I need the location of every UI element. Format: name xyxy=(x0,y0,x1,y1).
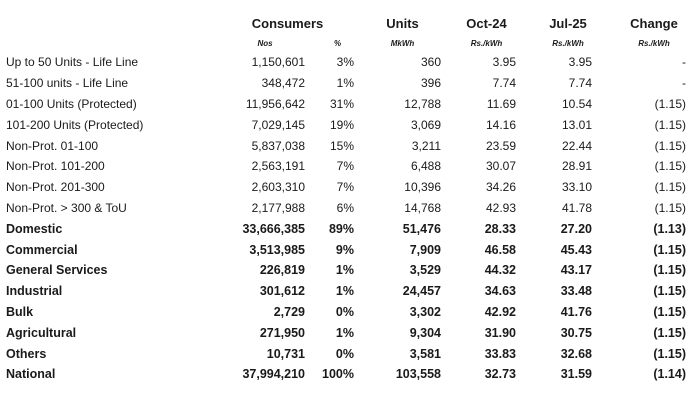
cell-units: 3,302 xyxy=(409,304,441,319)
cell-oct-rate: 34.26 xyxy=(485,180,516,195)
cell-oct-rate: 11.69 xyxy=(486,96,516,111)
row-label: Bulk xyxy=(6,304,34,319)
cell-consumers: 37,994,210 xyxy=(242,367,305,382)
cell-units: 3,529 xyxy=(409,263,441,278)
cell-consumers: 10,731 xyxy=(266,346,305,361)
table-row xyxy=(0,156,700,177)
table-row xyxy=(0,260,700,281)
table-row xyxy=(0,302,700,323)
header-blank xyxy=(0,12,215,34)
header-consumers: Consumers xyxy=(251,15,324,31)
cell-consumers: 1,150,601 xyxy=(251,55,305,70)
subheader-units: MkWh xyxy=(390,38,415,48)
subheader-change: Rs./kWh xyxy=(638,38,670,48)
header-row xyxy=(0,12,700,34)
cell-change: (1.15) xyxy=(654,117,686,132)
table-row xyxy=(0,343,700,364)
cell-jul-rate: 41.78 xyxy=(561,200,592,215)
cell-percent: 100% xyxy=(322,367,354,382)
cell-units: 360 xyxy=(420,55,441,70)
cell-change: (1.15) xyxy=(654,96,686,111)
cell-units: 14,768 xyxy=(404,200,441,215)
header-change: Change xyxy=(630,15,678,31)
row-label: Agricultural xyxy=(6,325,77,340)
cell-change: - xyxy=(682,76,686,91)
table-row xyxy=(0,218,700,239)
cell-jul-rate: 31.59 xyxy=(560,367,592,382)
cell-jul-rate: 43.17 xyxy=(560,263,592,278)
cell-units: 3,069 xyxy=(410,117,441,132)
table-row xyxy=(0,198,700,219)
cell-percent: 1% xyxy=(336,76,354,91)
subheader-jul: Rs./kWh xyxy=(552,38,584,48)
cell-percent: 19% xyxy=(329,117,354,132)
cell-oct-rate: 7.74 xyxy=(492,76,516,91)
cell-oct-rate: 46.58 xyxy=(484,242,516,257)
cell-consumers: 2,729 xyxy=(273,304,305,319)
cell-change: (1.13) xyxy=(653,221,686,236)
cell-consumers: 33,666,385 xyxy=(242,221,305,236)
row-label: 101-200 Units (Protected) xyxy=(6,117,144,132)
cell-units: 10,396 xyxy=(404,180,441,195)
cell-units: 24,457 xyxy=(402,284,441,299)
header-units: Units xyxy=(386,15,419,31)
table-row xyxy=(0,322,700,343)
cell-jul-rate: 41.76 xyxy=(560,304,592,319)
subheader-blank xyxy=(0,34,215,52)
table-row xyxy=(0,135,700,156)
cell-change: (1.15) xyxy=(654,138,686,153)
cell-percent: 9% xyxy=(335,242,354,257)
cell-units: 7,909 xyxy=(409,242,441,257)
cell-change: (1.15) xyxy=(653,325,686,340)
table-row xyxy=(0,281,700,302)
cell-jul-rate: 33.10 xyxy=(561,180,592,195)
cell-oct-rate: 32.73 xyxy=(484,367,516,382)
cell-consumers: 7,029,145 xyxy=(251,117,305,132)
row-label: Domestic xyxy=(6,221,63,236)
cell-oct-rate: 44.32 xyxy=(484,263,516,278)
cell-jul-rate: 7.74 xyxy=(568,76,592,91)
row-label: 51-100 units - Life Line xyxy=(6,76,129,91)
cell-percent: 0% xyxy=(335,304,354,319)
cell-jul-rate: 3.95 xyxy=(568,55,592,70)
cell-oct-rate: 30.07 xyxy=(485,159,516,174)
cell-consumers: 3,513,985 xyxy=(249,242,305,257)
cell-units: 9,304 xyxy=(409,325,441,340)
row-label: Non-Prot. 101-200 xyxy=(6,159,105,174)
cell-change: (1.15) xyxy=(653,242,686,257)
cell-consumers: 271,950 xyxy=(259,325,305,340)
cell-oct-rate: 31.90 xyxy=(484,325,516,340)
table-row xyxy=(0,52,700,73)
tariff-table xyxy=(0,12,700,385)
cell-percent: 89% xyxy=(328,221,354,236)
cell-units: 103,558 xyxy=(395,367,441,382)
cell-oct-rate: 28.33 xyxy=(484,221,516,236)
cell-oct-rate: 3.95 xyxy=(492,55,516,70)
row-label: General Services xyxy=(6,263,108,278)
cell-units: 3,581 xyxy=(409,346,441,361)
cell-change: - xyxy=(682,55,686,70)
table-body xyxy=(0,52,700,385)
cell-change: (1.15) xyxy=(654,200,686,215)
subheader-oct: Rs./kWh xyxy=(470,38,503,48)
table-row xyxy=(0,239,700,260)
cell-change: (1.15) xyxy=(653,284,686,299)
cell-change: (1.15) xyxy=(653,304,686,319)
row-label: Commercial xyxy=(6,242,78,257)
cell-jul-rate: 27.20 xyxy=(560,221,592,236)
cell-consumers: 5,837,038 xyxy=(251,138,305,153)
cell-percent: 31% xyxy=(329,96,354,111)
row-label: Up to 50 Units - Life Line xyxy=(6,55,139,70)
subheader-pct: % xyxy=(333,38,342,48)
cell-units: 3,211 xyxy=(411,138,441,153)
row-label: Non-Prot. 201-300 xyxy=(6,180,105,195)
cell-jul-rate: 33.48 xyxy=(560,284,592,299)
cell-jul-rate: 32.68 xyxy=(560,346,592,361)
cell-oct-rate: 42.93 xyxy=(485,200,516,215)
row-label: Non-Prot. 01-100 xyxy=(6,138,99,153)
cell-percent: 1% xyxy=(335,284,354,299)
cell-jul-rate: 28.91 xyxy=(561,159,592,174)
table-row xyxy=(0,73,700,94)
subheader-row xyxy=(0,34,700,52)
subheader-nos: Nos xyxy=(257,38,273,48)
cell-units: 396 xyxy=(420,76,441,91)
cell-oct-rate: 33.83 xyxy=(484,346,516,361)
cell-percent: 0% xyxy=(335,346,354,361)
cell-jul-rate: 30.75 xyxy=(560,325,592,340)
cell-percent: 1% xyxy=(335,263,354,278)
cell-change: (1.15) xyxy=(654,159,686,174)
row-label: 01-100 Units (Protected) xyxy=(6,96,137,111)
cell-consumers: 226,819 xyxy=(259,263,305,278)
cell-percent: 7% xyxy=(336,159,354,174)
row-label: Industrial xyxy=(6,284,63,299)
row-label: Others xyxy=(6,346,47,361)
cell-consumers: 2,177,988 xyxy=(251,200,305,215)
header-jul: Jul-25 xyxy=(549,15,587,31)
cell-change: (1.15) xyxy=(653,263,686,278)
cell-oct-rate: 23.59 xyxy=(485,138,516,153)
header-oct: Oct-24 xyxy=(466,15,507,31)
cell-consumers: 11,956,642 xyxy=(245,96,305,111)
cell-percent: 3% xyxy=(336,55,354,70)
cell-oct-rate: 34.63 xyxy=(484,284,516,299)
cell-percent: 7% xyxy=(336,180,354,195)
cell-units: 12,788 xyxy=(404,96,441,111)
cell-change: (1.15) xyxy=(654,180,686,195)
table-row xyxy=(0,364,700,385)
table-row xyxy=(0,177,700,198)
cell-consumers: 301,612 xyxy=(259,284,305,299)
row-label: Non-Prot. > 300 & ToU xyxy=(6,200,127,215)
cell-oct-rate: 42.92 xyxy=(484,304,516,319)
cell-jul-rate: 45.43 xyxy=(560,242,592,257)
cell-consumers: 2,603,310 xyxy=(251,180,305,195)
cell-percent: 1% xyxy=(335,325,354,340)
cell-percent: 6% xyxy=(336,200,354,215)
table-row xyxy=(0,114,700,135)
cell-jul-rate: 10.54 xyxy=(561,96,592,111)
cell-consumers: 2,563,191 xyxy=(251,159,305,174)
cell-units: 6,488 xyxy=(410,159,441,174)
cell-oct-rate: 14.16 xyxy=(485,117,516,132)
cell-units: 51,476 xyxy=(402,221,441,236)
cell-jul-rate: 22.44 xyxy=(561,138,592,153)
cell-change: (1.15) xyxy=(653,346,686,361)
cell-percent: 15% xyxy=(329,138,354,153)
row-label: National xyxy=(6,367,56,382)
cell-jul-rate: 13.01 xyxy=(561,117,592,132)
cell-change: (1.14) xyxy=(653,367,686,382)
table-row xyxy=(0,94,700,115)
cell-consumers: 348,472 xyxy=(261,76,305,91)
